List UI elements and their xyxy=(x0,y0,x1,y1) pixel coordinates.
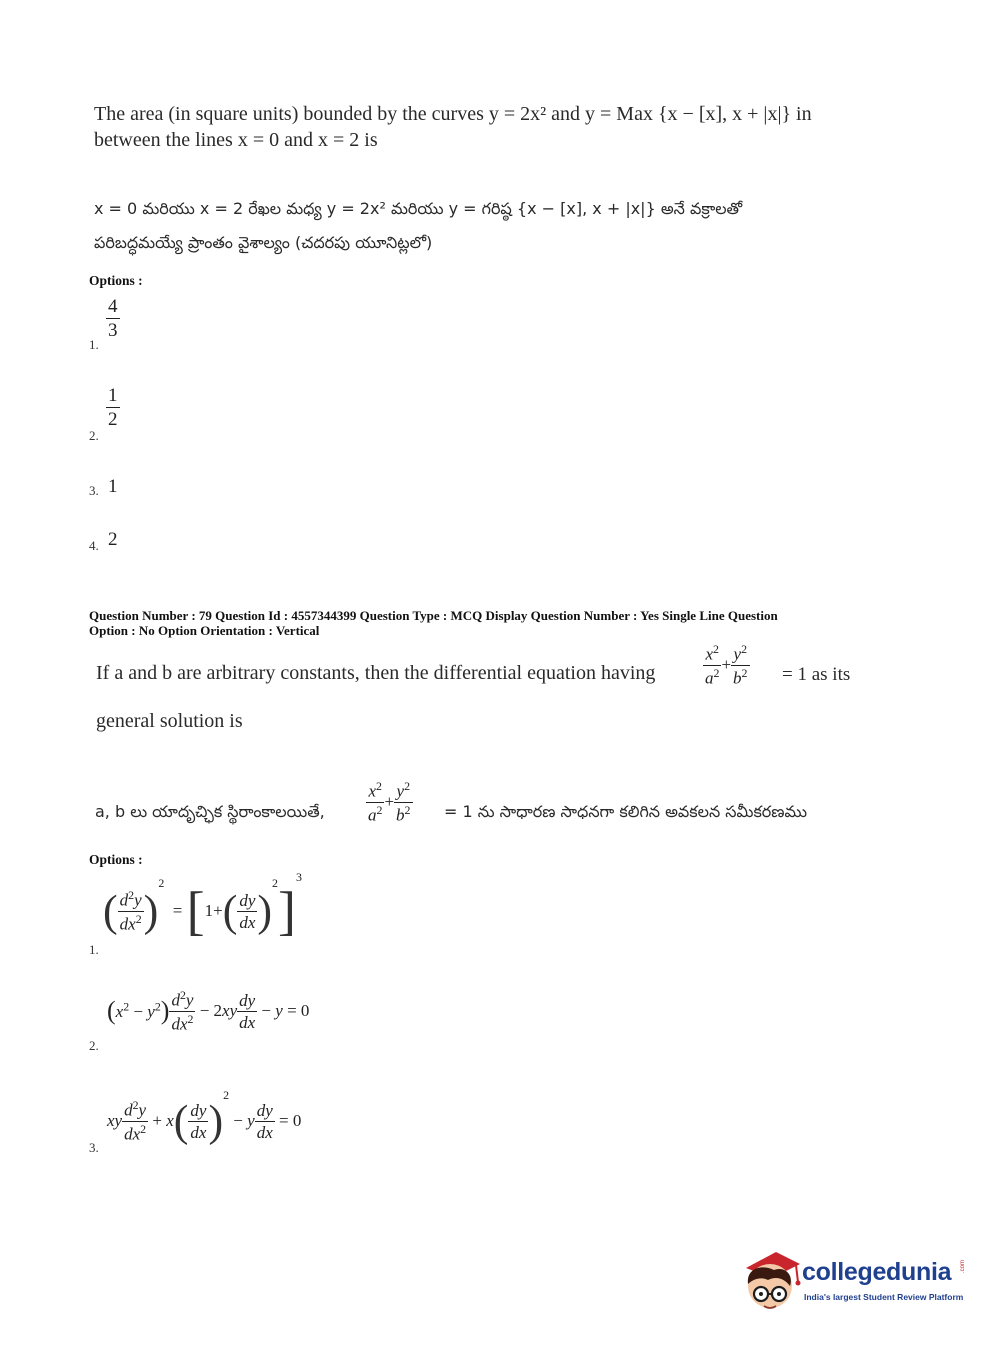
mascot-icon xyxy=(740,1248,802,1316)
q79-option-3[interactable] xyxy=(89,1088,389,1158)
option-number: 4. xyxy=(89,538,99,553)
q78-telugu-line1: x = 0 మరియు x = 2 రేఖల మధ్య y = 2x² మరియు y = గరిష్ఠ {x − [x], x + |x|} అనే వక్రాలతో xyxy=(94,199,743,218)
q78-telugu-line2: పరిబద్ధమయ్యే ప్రాంతం వైశాల్యం (చదరపు యూనిట్లలో) xyxy=(94,233,433,252)
numerator: 1 xyxy=(108,385,118,406)
option-value: 1 xyxy=(108,476,118,497)
q79-telugu-before: a, b లు యాదృచ్ఛిక స్థిరాంకాలయితే, xyxy=(95,802,325,821)
option-fraction xyxy=(106,386,120,429)
q79-telugu-equation: $\frac{x^2}{a^2}$ + $\frac{y^2}{b^2}$ xyxy=(368,779,411,825)
collegedunia-logo[interactable] xyxy=(740,1248,972,1318)
denominator: 2 xyxy=(108,409,118,430)
q79-english-line1: If a and b are arbitrary constants, then the differential equation having xyxy=(96,662,656,684)
brand-suffix: .com xyxy=(960,1260,966,1274)
option-number: 2. xyxy=(89,428,99,443)
option-expression: $(x^2 - y^2)$ $\frac{d^2y}{dx^2}$ − 2xy $\frac{dy}{dx}$ − y = 0 xyxy=(107,988,310,1034)
x-squared-over-a-squared: $\frac{x^2}{a^2}$ xyxy=(368,779,383,825)
q78-option-3[interactable] xyxy=(89,474,149,504)
q79-ellipse-equation: $\frac{x^2}{a^2}$ + $\frac{y^2}{b^2}$ xyxy=(705,642,748,688)
option-expression: ( $\frac{d^2y}{dx^2}$ )$^2$ = [1+( $\frac{dy}{dx}$ )$^2$]$^3$ xyxy=(103,870,302,942)
option-number: 3. xyxy=(89,1140,99,1155)
option-number: 1. xyxy=(89,337,99,352)
q79-options-label: Options : xyxy=(89,852,143,867)
q78-option-4[interactable] xyxy=(89,527,149,557)
option-fraction xyxy=(106,297,120,340)
numerator: 4 xyxy=(108,296,118,317)
option-number: 2. xyxy=(89,1038,99,1053)
option-number: 3. xyxy=(89,483,99,498)
y-squared-over-b-squared: $\frac{y^2}{b^2}$ xyxy=(733,642,748,688)
q79-meta-line2: Option : No Option Orientation : Vertical xyxy=(89,623,320,638)
q79-option-2[interactable] xyxy=(89,990,389,1056)
q79-telugu-after: = 1 ను సాధారణ సాధనగా కలిగిన అవకలన సమీకరణము xyxy=(444,802,807,821)
q78-options-label: Options : xyxy=(89,273,143,288)
option-value: 2 xyxy=(108,529,118,550)
q79-english-suffix: = 1 as its xyxy=(782,664,851,685)
option-expression: xy $\frac{d^2y}{dx^2}$ + x( $\frac{dy}{dx}$ )$^2$ − y $\frac{dy}{dx}$ = 0 xyxy=(107,1088,302,1146)
brand-tagline: India's largest Student Review Platform xyxy=(804,1292,964,1302)
denominator: 3 xyxy=(108,320,118,341)
q79-option-1[interactable] xyxy=(89,868,349,960)
q78-option-2[interactable] xyxy=(89,384,149,444)
q79-meta-line1: Question Number : 79 Question Id : 4557344399 Question Type : MCQ Display Question Number : Yes Single Line Question xyxy=(89,608,778,623)
y-squared-over-b-squared: $\frac{y^2}{b^2}$ xyxy=(396,779,411,825)
brand-name: collegedunia xyxy=(802,1258,952,1286)
q79-english-line2: general solution is xyxy=(96,710,243,732)
x-squared-over-a-squared: $\frac{x^2}{a^2}$ xyxy=(705,642,720,688)
q78-english-line1: The area (in square units) bounded by the curves y = 2x² and y = Max {x − [x], x + |x|} in xyxy=(94,103,812,125)
option-number: 1. xyxy=(89,942,99,957)
q78-english-line2: between the lines x = 0 and x = 2 is xyxy=(94,129,378,151)
q78-option-1[interactable] xyxy=(89,295,149,355)
